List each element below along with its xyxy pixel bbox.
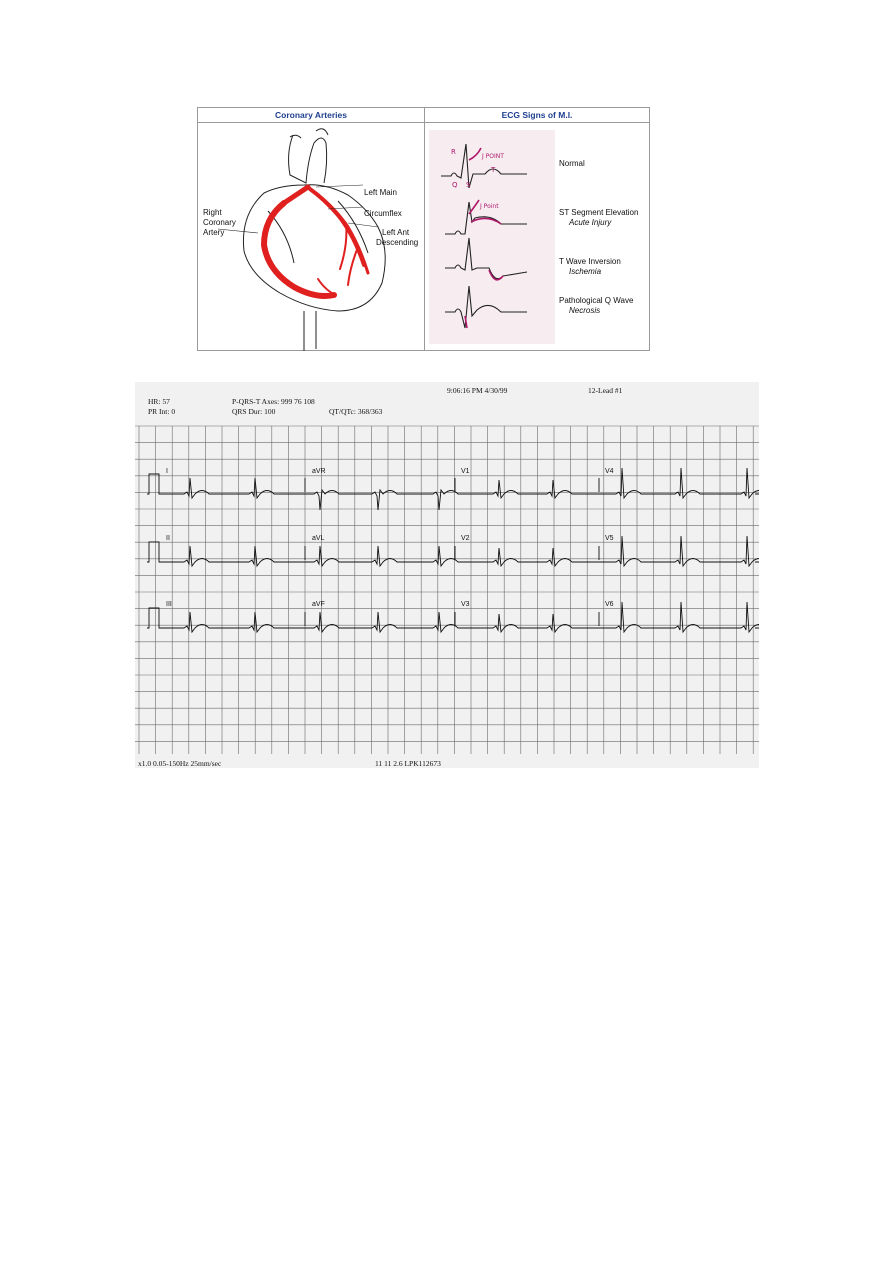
ecg-strip bbox=[135, 382, 759, 768]
lad-label-1: Left Ant bbox=[382, 228, 410, 237]
ecg-signs-card bbox=[429, 130, 555, 344]
lead-label-V5: V5 bbox=[605, 535, 614, 542]
right-coronary-label-3: Artery bbox=[203, 228, 225, 237]
lead-label-II: II bbox=[166, 535, 170, 542]
ecg-footer-id: 11 11 2.6 LPK112673 bbox=[375, 759, 441, 768]
lead-label-aVF: aVF bbox=[312, 601, 325, 608]
lad-label-2: Descending bbox=[376, 238, 419, 247]
hand-q: Q bbox=[452, 181, 458, 189]
lead-label-I: I bbox=[166, 468, 168, 475]
lead-label-V3: V3 bbox=[461, 601, 470, 608]
ecg-axes: P-QRS-T Axes: 999 76 108 bbox=[232, 397, 315, 406]
panel-divider bbox=[424, 108, 425, 350]
ecg-hr: HR: 57 bbox=[148, 397, 170, 406]
ecg-signs-drawing bbox=[429, 130, 555, 344]
lead-label-V6: V6 bbox=[605, 601, 614, 608]
sign-st-title: ST Segment Elevation bbox=[559, 208, 639, 217]
right-coronary-label-2: Coronary bbox=[203, 218, 236, 227]
coronary-ecg-figure bbox=[197, 107, 650, 351]
circumflex-label: Circumflex bbox=[364, 209, 402, 218]
ecg-grid bbox=[135, 382, 759, 768]
right-coronary-label-1: Right bbox=[203, 208, 222, 217]
coronary-arteries-header: Coronary Arteries bbox=[198, 108, 424, 123]
sign-normal-title: Normal bbox=[559, 159, 585, 168]
sign-t-subtitle: Ischemia bbox=[569, 267, 602, 276]
hand-jpoint-1: J POINT bbox=[482, 153, 504, 160]
ecg-signs-header: ECG Signs of M.I. bbox=[425, 108, 649, 123]
sign-st-subtitle: Acute Injury bbox=[569, 218, 612, 227]
lead-label-V2: V2 bbox=[461, 535, 470, 542]
ecg-qrs-dur: QRS Dur: 100 bbox=[232, 407, 276, 416]
ecg-qt: QT/QTc: 368/363 bbox=[329, 407, 383, 416]
ecg-lead-set: 12-Lead #1 bbox=[588, 386, 623, 395]
lead-label-III: III bbox=[166, 601, 172, 608]
lead-label-V4: V4 bbox=[605, 468, 614, 475]
sign-q-title: Pathological Q Wave bbox=[559, 296, 634, 305]
sign-q-subtitle: Necrosis bbox=[569, 306, 601, 315]
sign-t-title: T Wave Inversion bbox=[559, 257, 621, 266]
lead-label-aVL: aVL bbox=[312, 535, 325, 542]
calibration-pulse bbox=[147, 474, 162, 494]
hand-t: T bbox=[491, 166, 496, 174]
hand-jpoint-2: J Point bbox=[480, 203, 499, 210]
ecg-time-date: 9:06:16 PM 4/30/99 bbox=[447, 386, 508, 395]
left-main-label: Left Main bbox=[364, 188, 397, 197]
lead-label-V1: V1 bbox=[461, 468, 470, 475]
hand-r: R bbox=[451, 148, 456, 156]
lead-label-aVR: aVR bbox=[312, 468, 326, 475]
hand-s: S bbox=[466, 181, 471, 189]
ecg-pr-int: PR Int: 0 bbox=[148, 407, 176, 416]
ecg-footer-settings: x1.0 0.05-150Hz 25mm/sec bbox=[138, 759, 222, 768]
